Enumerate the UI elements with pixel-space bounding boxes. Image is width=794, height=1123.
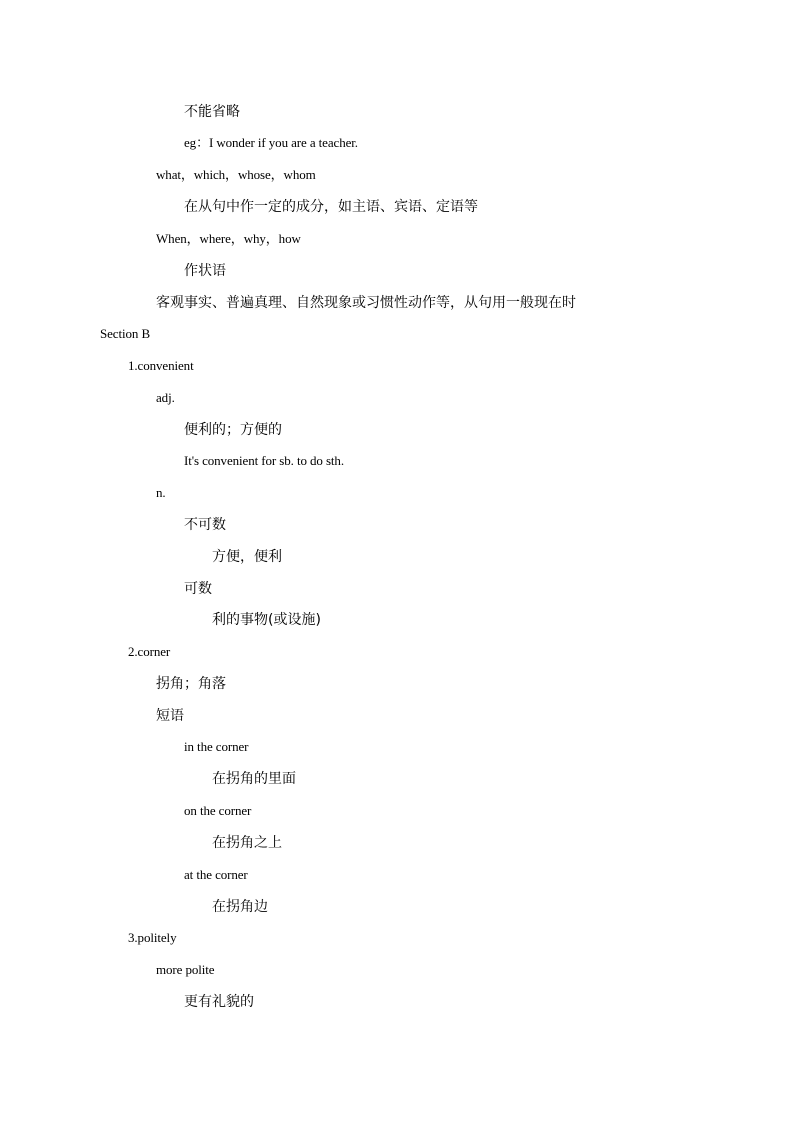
outline-line: When，where，why，how: [156, 231, 301, 246]
outline-line: 在拐角边: [212, 899, 268, 915]
outline-line: 客观事实、普遍真理、自然现象或习惯性动作等，从句用一般现在时: [156, 295, 576, 311]
outline-line: 方便，便利: [212, 549, 282, 565]
outline-line: 在拐角之上: [212, 835, 282, 851]
outline-line: 可数: [184, 581, 212, 597]
outline-line: 拐角；角落: [156, 676, 226, 692]
outline-line: on the corner: [184, 803, 252, 818]
outline-line: adj.: [156, 390, 175, 405]
outline-line: n.: [156, 485, 166, 500]
outline-line: in the corner: [184, 739, 249, 754]
outline-line: 更有礼貌的: [184, 994, 254, 1010]
outline-line: 不能省略: [184, 104, 240, 120]
outline-line: at the corner: [184, 867, 248, 882]
outline-line: 利的事物(或设施): [212, 612, 321, 628]
outline-line: eg：I wonder if you are a teacher.: [184, 135, 358, 150]
outline-line: more polite: [156, 962, 215, 977]
outline-line: 在从句中作一定的成分，如主语、宾语、定语等: [184, 199, 478, 215]
section-heading: Section B: [100, 326, 151, 341]
outline-line: 便利的；方便的: [184, 422, 282, 438]
outline-line: It's convenient for sb. to do sth.: [184, 453, 344, 468]
vocab-heading: 2.corner: [128, 644, 171, 659]
outline-line: 不可数: [184, 517, 226, 533]
outline-line: 短语: [156, 708, 184, 724]
vocab-heading: 1.convenient: [128, 358, 194, 373]
outline-line: what，which，whose，whom: [156, 167, 316, 182]
vocab-heading: 3.politely: [128, 930, 177, 945]
outline-line: 作状语: [184, 263, 226, 279]
outline-line: 在拐角的里面: [212, 771, 296, 787]
